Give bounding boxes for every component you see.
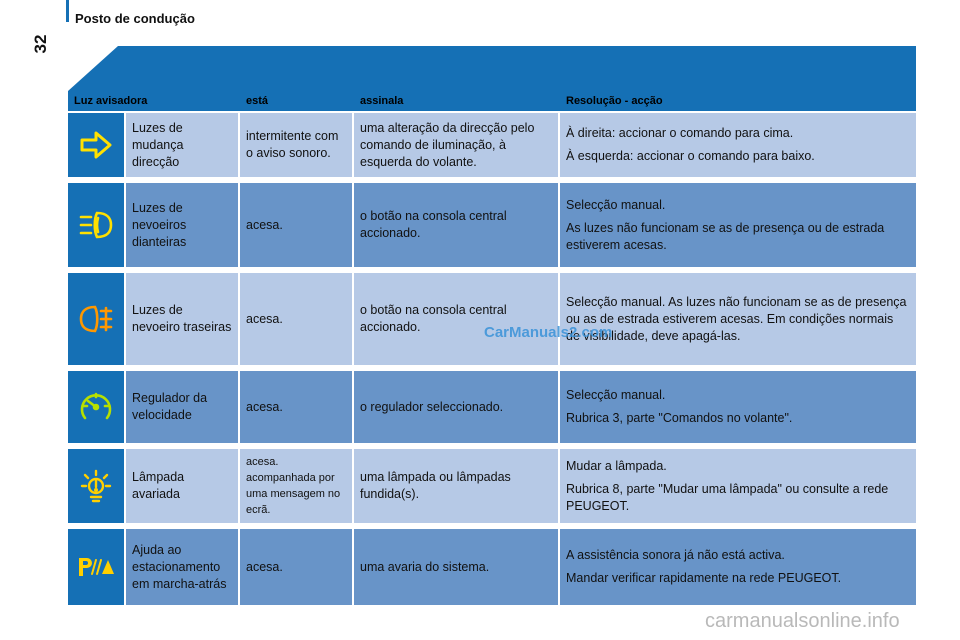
warning-lights-table (68, 91, 916, 605)
action-line: À direita: accionar o comando para cima. (566, 126, 794, 140)
row-signal: o regulador seleccionado. (354, 371, 560, 443)
action-line: A assistência sonora já não está activa. (566, 548, 785, 562)
col-header-signal: assinala (360, 95, 404, 107)
row-light-name: Luzes de nevoeiros dianteiras (126, 183, 240, 267)
action-line: Selecção manual. (566, 388, 666, 402)
row-light-name: Ajuda ao estacionamento em marcha-atrás (126, 529, 240, 605)
row-actions (560, 371, 916, 443)
row-actions (560, 449, 916, 523)
table-row (68, 113, 916, 183)
table-row (68, 273, 916, 371)
table-row (68, 529, 916, 605)
footer-watermark: carmanualsonline.info (705, 610, 900, 632)
header-band (68, 46, 916, 91)
bulb-failure-icon (68, 449, 126, 523)
row-light-name: Luzes de nevoeiro traseiras (126, 273, 240, 365)
col-header-state: está (246, 95, 269, 107)
col-header-light: Luz avisadora (74, 95, 148, 107)
front-fog-light-icon (68, 183, 126, 267)
page-number-bar (66, 0, 69, 22)
row-state: acesa. acompanhada por uma mensagem no ecrã. (240, 449, 354, 523)
row-signal: o botão na consola central accionado. (354, 273, 560, 365)
col-header-action: Resolução - acção (566, 95, 663, 107)
action-line: Selecção manual. As luzes não funcionam se as de presença ou as de estrada estiverem acesas. Em condições normais de visibilidade, deve apagá-las. (566, 294, 907, 343)
row-actions (560, 183, 916, 267)
row-state: intermitente com o aviso sonoro. (240, 113, 354, 177)
row-signal: uma lâmpada ou lâmpadas fundida(s). (354, 449, 560, 523)
turn-signal-icon (68, 113, 126, 177)
row-actions (560, 113, 916, 177)
row-actions (560, 529, 916, 605)
row-state: acesa. (240, 371, 354, 443)
row-state: acesa. (240, 529, 354, 605)
row-light-name: Lâmpada avariada (126, 449, 240, 523)
row-state: acesa. (240, 273, 354, 365)
action-line: À esquerda: accionar o comando para baixo. (566, 149, 815, 163)
page-number: 32 (31, 34, 50, 54)
table-header (68, 91, 916, 113)
speed-limiter-icon (68, 371, 126, 443)
table-row (68, 183, 916, 273)
row-actions (560, 273, 916, 365)
center-watermark: CarManuals2.com (484, 324, 613, 341)
row-signal: uma avaria do sistema. (354, 529, 560, 605)
row-light-name: Luzes de mudança direcção (126, 113, 240, 177)
row-light-name: Regulador da velocidade (126, 371, 240, 443)
action-line: Mudar a lâmpada. (566, 458, 667, 473)
parking-sensor-icon (68, 529, 126, 605)
table-row (68, 371, 916, 449)
action-line: Rubrica 3, parte "Comandos no volante". (566, 411, 793, 425)
rear-fog-light-icon (68, 273, 126, 365)
action-line: As luzes não funcionam se as de presença ou de estrada estiverem acesas. (566, 220, 885, 252)
row-signal: o botão na consola central accionado. (354, 183, 560, 267)
action-line: Mandar verificar rapidamente na rede PEUGEOT. (566, 571, 842, 585)
row-signal: uma alteração da direcção pelo comando de iluminação, à esquerda do volante. (354, 113, 560, 177)
table-row (68, 449, 916, 529)
action-line: Rubrica 8, parte "Mudar uma lâmpada" ou consulte a rede PEUGEOT. (566, 481, 889, 513)
action-line: Selecção manual. (566, 197, 666, 212)
row-state: acesa. (240, 183, 354, 267)
section-title: Posto de condução (75, 11, 195, 26)
